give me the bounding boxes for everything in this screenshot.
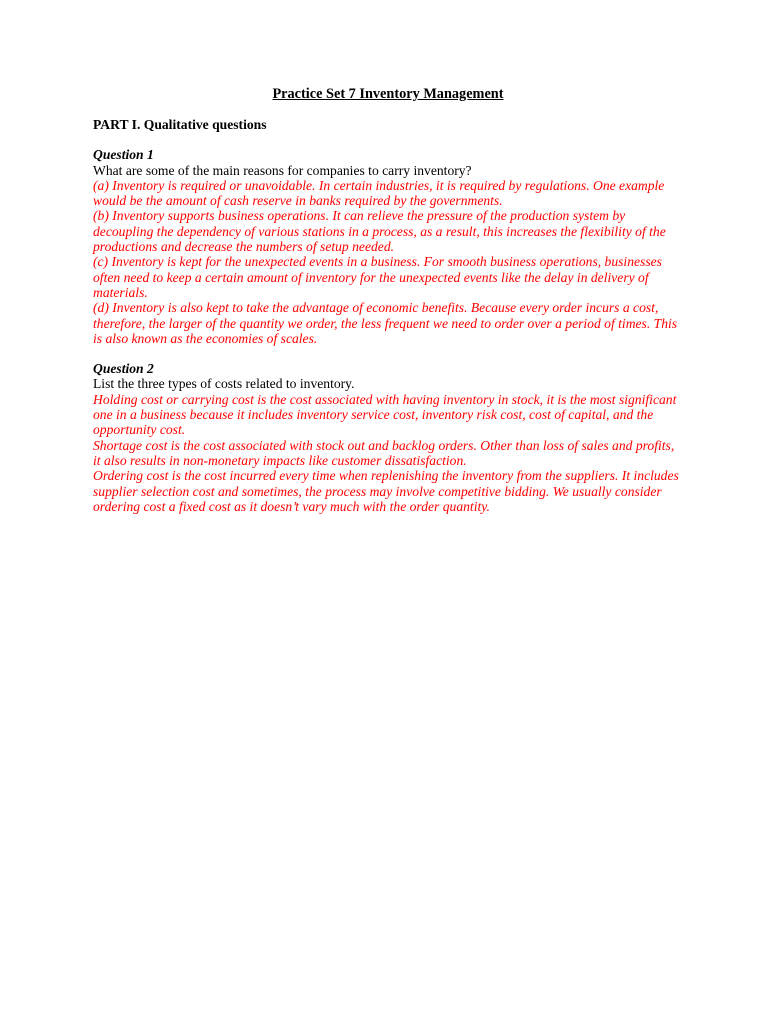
question-heading: Question 2 xyxy=(93,361,154,377)
question-heading: Question 1 xyxy=(93,147,154,163)
question-prompt: List the three types of costs related to inventory. xyxy=(93,376,355,392)
question-1 xyxy=(93,147,683,346)
document-page xyxy=(93,86,683,529)
answer-ordering-cost: Ordering cost is the cost incurred every time when replenishing the inventory from the suppliers. It includes supplier selection cost and sometimes, the process may involve competitive bidding. We usually consider ordering cost a fixed cost as it doesn’t vary much with the order quantity. xyxy=(93,468,679,514)
answer-d: (d) Inventory is also kept to take the advantage of economic benefits. Because every order incurs a cost, therefore, the larger of the quantity we order, the less frequent we need to order over a period of times. This is also known as the economies of scales. xyxy=(93,300,678,346)
answer-a: (a) Inventory is required or unavoidable. In certain industries, it is required by regulations. One example would be the amount of cash reserve in banks required by the governments. xyxy=(93,177,665,209)
answer-c: (c) Inventory is kept for the unexpected events in a business. For smooth business operations, businesses often need to keep a certain amount of inventory for the unexpected events like the delay in delivery of materials. xyxy=(93,254,662,300)
answer-b: (b) Inventory supports business operations. It can relieve the pressure of the production system by decoupling the dependency of various stations in a process, as a result, this increases the flexibility of the productions and decrease the numbers of setup needed. xyxy=(93,208,666,255)
document-title: Practice Set 7 Inventory Management xyxy=(272,86,504,102)
answer-holding-cost: Holding cost or carrying cost is the cost associated with having inventory in stock, it is the most significant one in a business because it includes inventory service cost, inventory risk cost, cost of capital, and the opportunity cost. xyxy=(93,391,677,438)
question-prompt: What are some of the main reasons for companies to carry inventory? xyxy=(93,162,472,178)
question-2 xyxy=(93,361,683,514)
answer-shortage-cost: Shortage cost is the cost associated with stock out and backlog orders. Other than loss of sales and profits, it also results in non-monetary impacts like customer dissatisfaction. xyxy=(93,437,675,468)
part-heading: PART I. Qualitative questions xyxy=(93,117,267,132)
